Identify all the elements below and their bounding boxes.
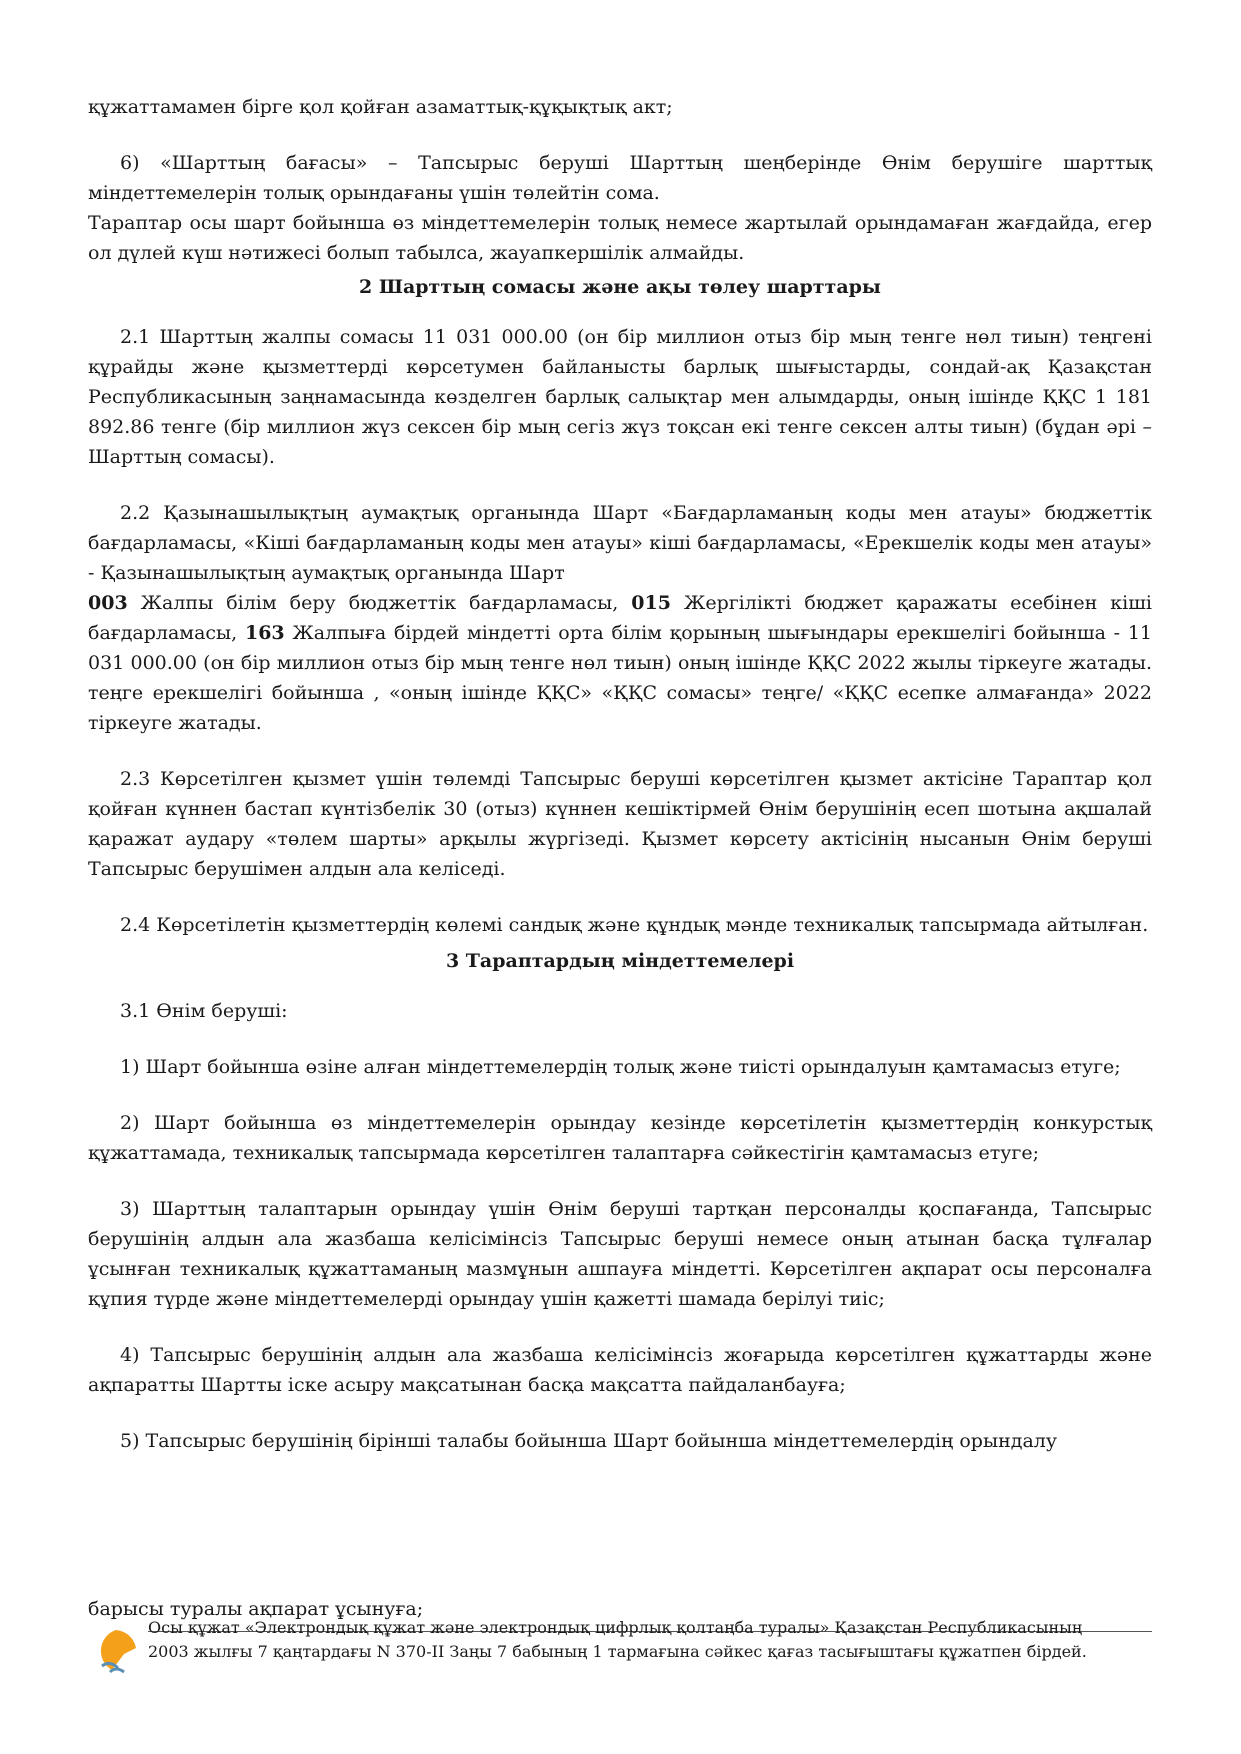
list-item-5: 5) Тапсырыс берушінің бірінші талабы бойынша Шарт бойынша міндеттемелердің орындалу xyxy=(120,1430,1058,1452)
paragraph-2-4: 2.4 Көрсетілетін қызметтердің көлемі сандық және құндық мәнде техникалық тапсырмада айтылған. xyxy=(120,914,1149,936)
list-item-3: 3) Шарттың талаптарын орындау үшін Өнім беруші тартқан персоналды қоспағанда, Тапсырыс берушінің алдын ала жазбаша келісімінсіз Тапсырыс беруші немесе оның атынан басқа тұлғалар ұсынған техникалық құжаттаманың мазмұнын ашпауға міндетті. Көрсетілген ақпарат осы персоналға құпия түрде және міндеттемелерді орындау үшін қажетті шамада берілуі тиіс; xyxy=(88,1198,1152,1310)
footer-legal-notice: Осы құжат «Электрондық құжат және электрондық цифрлық қолтаңба туралы» Қазақстан Республикасының 2003 жылғы 7 қаңтардағы N 370-II Заңы 7 бабының 1 тармағына сәйкес қағаз тасығыштағы құжатпен бірдей. xyxy=(148,1618,1087,1661)
paragraph-force-majeure: Тараптар осы шарт бойынша өз міндеттемелерін толық немесе жартылай орындамаған жағдайда, егер ол дүлей күш нәтижесі болып табылса, жауапкершілік алмайды. xyxy=(88,212,1152,264)
paragraph-continuation: құжаттамамен бірге қол қойған азаматтық-құқықтық акт; xyxy=(88,96,673,118)
list-item-5-continuation: барысы туралы ақпарат ұсынуға; xyxy=(88,1598,424,1620)
paragraph-2-2 xyxy=(88,498,1152,738)
paragraph-2-2-part-d: Жалпыға бірдей міндетті орта білім қорының шығындары ерекшелігі бойынша - 11 031 000.00 (он бір миллион отыз бір мың тенге нөл тиын) оның ішінде ҚҚС 2022 жылы тіркеуге жатады. теңге ерекшелігі бойынша , «оның ішінде ҚҚС» «ҚҚС сомасы» теңге/ «ҚҚС есепке алмағанда» 2022 тіркеуге жатады. xyxy=(88,622,1152,734)
budget-code-015: 015 xyxy=(631,592,671,614)
footer xyxy=(88,1616,1152,1706)
egov-sun-logo-icon xyxy=(94,1626,138,1678)
paragraph-2-2-part-b: Жалпы білім беру бюджеттік бағдарламасы, xyxy=(127,592,632,614)
paragraph-3-1: 3.1 Өнім беруші: xyxy=(120,1000,288,1022)
list-item-4: 4) Тапсырыс берушінің алдын ала жазбаша келісімінсіз жоғарыда көрсетілген құжаттарды және ақпаратты Шартты іске асыру мақсатынан басқа мақсатта пайдаланбауға; xyxy=(88,1344,1152,1396)
list-item-2: 2) Шарт бойынша өз міндеттемелерін орындау кезінде көрсетілетін қызметтердің конкурстық құжаттамада, техникалық тапсырмада көрсетілген талаптарға сәйкестігін қамтамасыз етуге; xyxy=(88,1112,1152,1164)
section-2-heading: 2 Шарттың сомасы және ақы төлеу шарттары xyxy=(359,276,881,298)
paragraph-2-3: 2.3 Көрсетілген қызмет үшін төлемді Тапсырыс беруші көрсетілген қызмет актісіне Тараптар қол қойған күннен бастап күнтізбелік 30 (отыз) күннен кешіктірмей Өнім берушінің есеп шотына ақшалай қаражат аудару «төлем шарты» арқылы жүргізеді. Қызмет көрсету актісінің нысанын Өнім беруші Тапсырыс берушімен алдын ала келіседі. xyxy=(88,768,1152,880)
paragraph-definition-6: 6) «Шарттың бағасы» – Тапсырыс беруші Шарттың шеңберінде Өнім берушіге шарттық міндеттемелерін толық орындағаны үшін төлейтін сома. xyxy=(88,152,1152,204)
paragraph-2-1: 2.1 Шарттың жалпы сомасы 11 031 000.00 (он бір миллион отыз бір мың тенге нөл тиын) теңгені құрайды және қызметтерді көрсетумен байланысты барлық шығыстарды, сондай-ақ Қазақстан Республикасының заңнамасында көзделген барлық салықтар мен алымдарды, оның ішінде ҚҚС 1 181 892.86 тенге (бір миллион жүз сексен бір мың сегіз жүз тоқсан екі тенге сексен алты тиын) (бұдан әрі – Шарттың сомасы). xyxy=(88,326,1152,468)
document-page xyxy=(88,92,1152,1456)
section-3-heading: 3 Тараптардың міндеттемелері xyxy=(445,950,795,972)
budget-code-003: 003 xyxy=(88,592,128,614)
paragraph-2-2-part-c: Жергілікті бюджет қаражаты есебінен кіші бағдарламасы, xyxy=(88,592,1152,644)
list-item-1: 1) Шарт бойынша өзіне алған міндеттемелердің толық және тиісті орындалуын қамтамасыз етуге; xyxy=(120,1056,1121,1078)
paragraph-2-2-intro: 2.2 Қазынашылықтың аумақтық органында Шарт «Бағдарламаның коды мен атауы» бюджеттік бағдарламасы, «Кіші бағдарламаның коды мен атауы» кіші бағдарламасы, «Ерекшелік коды мен атауы» - Қазынашылықтың аумақтық органында Шарт xyxy=(88,502,1152,584)
budget-code-163: 163 xyxy=(244,622,285,644)
